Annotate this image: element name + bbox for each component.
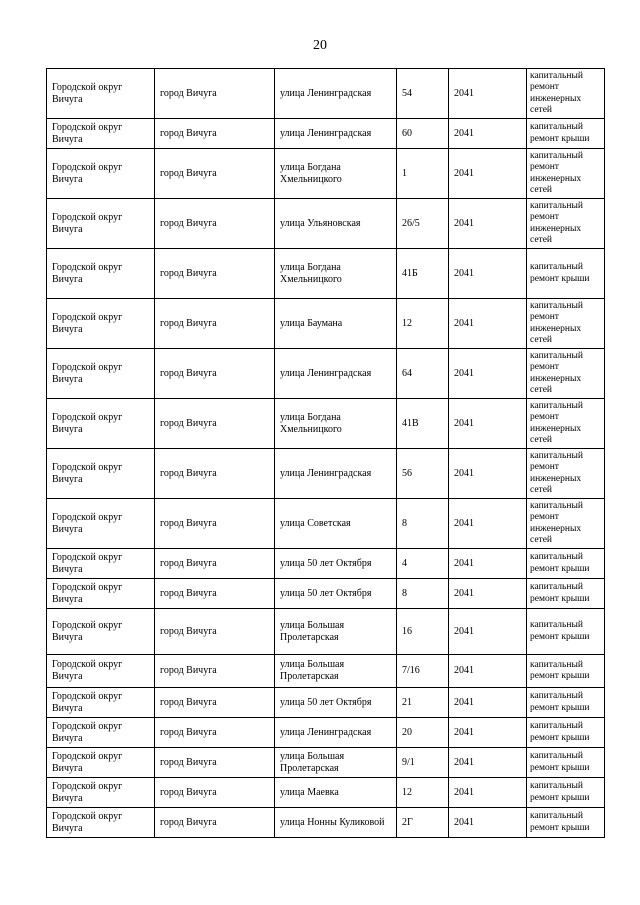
cell-house-number: 7/16 — [397, 655, 449, 688]
cell-house-number: 56 — [397, 449, 449, 499]
cell-house-number: 26/5 — [397, 199, 449, 249]
cell-street: улица Нонны Куликовой — [275, 808, 397, 838]
cell-street: улица Маевка — [275, 778, 397, 808]
cell-street: улица Большая Пролетарская — [275, 655, 397, 688]
cell-district: Городской округ Вичуга — [47, 249, 155, 299]
cell-work-type: капитальный ремонт инженерных сетей — [527, 199, 605, 249]
cell-city: город Вичуга — [155, 299, 275, 349]
table-row — [47, 718, 605, 748]
cell-street: улица Баумана — [275, 299, 397, 349]
table-row — [47, 149, 605, 199]
cell-work-type: капитальный ремонт крыши — [527, 249, 605, 299]
cell-work-type: капитальный ремонт инженерных сетей — [527, 69, 605, 119]
cell-year: 2041 — [449, 748, 527, 778]
cell-street: улица Богдана Хмельницкого — [275, 149, 397, 199]
cell-house-number: 12 — [397, 299, 449, 349]
table-row — [47, 579, 605, 609]
cell-city: город Вичуга — [155, 549, 275, 579]
cell-year: 2041 — [449, 579, 527, 609]
cell-street: улица Ленинградская — [275, 449, 397, 499]
cell-street: улица Советская — [275, 499, 397, 549]
cell-city: город Вичуга — [155, 609, 275, 655]
table-row — [47, 808, 605, 838]
table-row — [47, 299, 605, 349]
cell-year: 2041 — [449, 119, 527, 149]
cell-work-type: капитальный ремонт крыши — [527, 655, 605, 688]
cell-house-number: 21 — [397, 688, 449, 718]
cell-work-type: капитальный ремонт крыши — [527, 718, 605, 748]
cell-district: Городской округ Вичуга — [47, 299, 155, 349]
cell-year: 2041 — [449, 499, 527, 549]
cell-work-type: капитальный ремонт крыши — [527, 748, 605, 778]
cell-district: Городской округ Вичуга — [47, 579, 155, 609]
table-row — [47, 249, 605, 299]
cell-street: улица 50 лет Октября — [275, 549, 397, 579]
cell-city: город Вичуга — [155, 688, 275, 718]
cell-street: улица Богдана Хмельницкого — [275, 399, 397, 449]
cell-city: город Вичуга — [155, 808, 275, 838]
cell-house-number: 2Г — [397, 808, 449, 838]
cell-work-type: капитальный ремонт инженерных сетей — [527, 299, 605, 349]
cell-city: город Вичуга — [155, 655, 275, 688]
cell-district: Городской округ Вичуга — [47, 449, 155, 499]
table-row — [47, 549, 605, 579]
cell-work-type: капитальный ремонт крыши — [527, 579, 605, 609]
cell-year: 2041 — [449, 778, 527, 808]
cell-city: город Вичуга — [155, 778, 275, 808]
table-body — [47, 69, 605, 838]
cell-city: город Вичуга — [155, 748, 275, 778]
cell-district: Городской округ Вичуга — [47, 149, 155, 199]
cell-street: улица Богдана Хмельницкого — [275, 249, 397, 299]
cell-district: Городской округ Вичуга — [47, 69, 155, 119]
cell-house-number: 64 — [397, 349, 449, 399]
cell-house-number: 60 — [397, 119, 449, 149]
cell-street: улица Ульяновская — [275, 199, 397, 249]
cell-district: Городской округ Вичуга — [47, 778, 155, 808]
cell-street: улица 50 лет Октября — [275, 688, 397, 718]
cell-district: Городской округ Вичуга — [47, 718, 155, 748]
cell-city: город Вичуга — [155, 718, 275, 748]
cell-city: город Вичуга — [155, 399, 275, 449]
cell-year: 2041 — [449, 688, 527, 718]
cell-district: Городской округ Вичуга — [47, 549, 155, 579]
table-row — [47, 609, 605, 655]
cell-city: город Вичуга — [155, 199, 275, 249]
cell-district: Городской округ Вичуга — [47, 199, 155, 249]
cell-year: 2041 — [449, 399, 527, 449]
cell-year: 2041 — [449, 199, 527, 249]
cell-district: Городской округ Вичуга — [47, 349, 155, 399]
cell-work-type: капитальный ремонт инженерных сетей — [527, 399, 605, 449]
cell-work-type: капитальный ремонт крыши — [527, 609, 605, 655]
cell-district: Городской округ Вичуга — [47, 748, 155, 778]
cell-street: улица Большая Пролетарская — [275, 609, 397, 655]
cell-house-number: 54 — [397, 69, 449, 119]
cell-house-number: 41В — [397, 399, 449, 449]
cell-city: город Вичуга — [155, 119, 275, 149]
table-row — [47, 199, 605, 249]
cell-city: город Вичуга — [155, 499, 275, 549]
cell-work-type: капитальный ремонт крыши — [527, 119, 605, 149]
page-number: 20 — [313, 38, 327, 53]
table-row — [47, 778, 605, 808]
cell-city: город Вичуга — [155, 449, 275, 499]
cell-work-type: капитальный ремонт крыши — [527, 688, 605, 718]
cell-street: улица Большая Пролетарская — [275, 748, 397, 778]
cell-district: Городской округ Вичуга — [47, 119, 155, 149]
table-row — [47, 349, 605, 399]
cell-work-type: капитальный ремонт инженерных сетей — [527, 149, 605, 199]
cell-year: 2041 — [449, 718, 527, 748]
table-row — [47, 399, 605, 449]
cell-year: 2041 — [449, 609, 527, 655]
cell-house-number: 4 — [397, 549, 449, 579]
cell-street: улица Ленинградская — [275, 69, 397, 119]
cell-house-number: 20 — [397, 718, 449, 748]
table-row — [47, 69, 605, 119]
cell-work-type: капитальный ремонт крыши — [527, 808, 605, 838]
cell-city: город Вичуга — [155, 249, 275, 299]
cell-street: улица Ленинградская — [275, 119, 397, 149]
table-row — [47, 655, 605, 688]
cell-district: Городской округ Вичуга — [47, 499, 155, 549]
cell-house-number: 16 — [397, 609, 449, 655]
table-row — [47, 499, 605, 549]
cell-house-number: 9/1 — [397, 748, 449, 778]
cell-street: улица 50 лет Октября — [275, 579, 397, 609]
cell-work-type: капитальный ремонт инженерных сетей — [527, 349, 605, 399]
cell-work-type: капитальный ремонт крыши — [527, 778, 605, 808]
cell-district: Городской округ Вичуга — [47, 688, 155, 718]
cell-house-number: 1 — [397, 149, 449, 199]
cell-city: город Вичуга — [155, 579, 275, 609]
cell-district: Городской округ Вичуга — [47, 609, 155, 655]
cell-year: 2041 — [449, 249, 527, 299]
cell-work-type: капитальный ремонт инженерных сетей — [527, 499, 605, 549]
cell-year: 2041 — [449, 655, 527, 688]
cell-district: Городской округ Вичуга — [47, 808, 155, 838]
cell-house-number: 12 — [397, 778, 449, 808]
registry-table — [46, 68, 605, 838]
cell-year: 2041 — [449, 299, 527, 349]
cell-year: 2041 — [449, 149, 527, 199]
cell-district: Городской округ Вичуга — [47, 655, 155, 688]
table-row — [47, 449, 605, 499]
cell-city: город Вичуга — [155, 349, 275, 399]
cell-year: 2041 — [449, 349, 527, 399]
cell-house-number: 41Б — [397, 249, 449, 299]
cell-work-type: капитальный ремонт инженерных сетей — [527, 449, 605, 499]
cell-year: 2041 — [449, 549, 527, 579]
table-row — [47, 748, 605, 778]
cell-street: улица Ленинградская — [275, 718, 397, 748]
table-row — [47, 119, 605, 149]
cell-district: Городской округ Вичуга — [47, 399, 155, 449]
cell-year: 2041 — [449, 69, 527, 119]
cell-year: 2041 — [449, 449, 527, 499]
cell-year: 2041 — [449, 808, 527, 838]
cell-house-number: 8 — [397, 499, 449, 549]
cell-city: город Вичуга — [155, 69, 275, 119]
table-row — [47, 688, 605, 718]
cell-house-number: 8 — [397, 579, 449, 609]
cell-work-type: капитальный ремонт крыши — [527, 549, 605, 579]
cell-city: город Вичуга — [155, 149, 275, 199]
cell-street: улица Ленинградская — [275, 349, 397, 399]
